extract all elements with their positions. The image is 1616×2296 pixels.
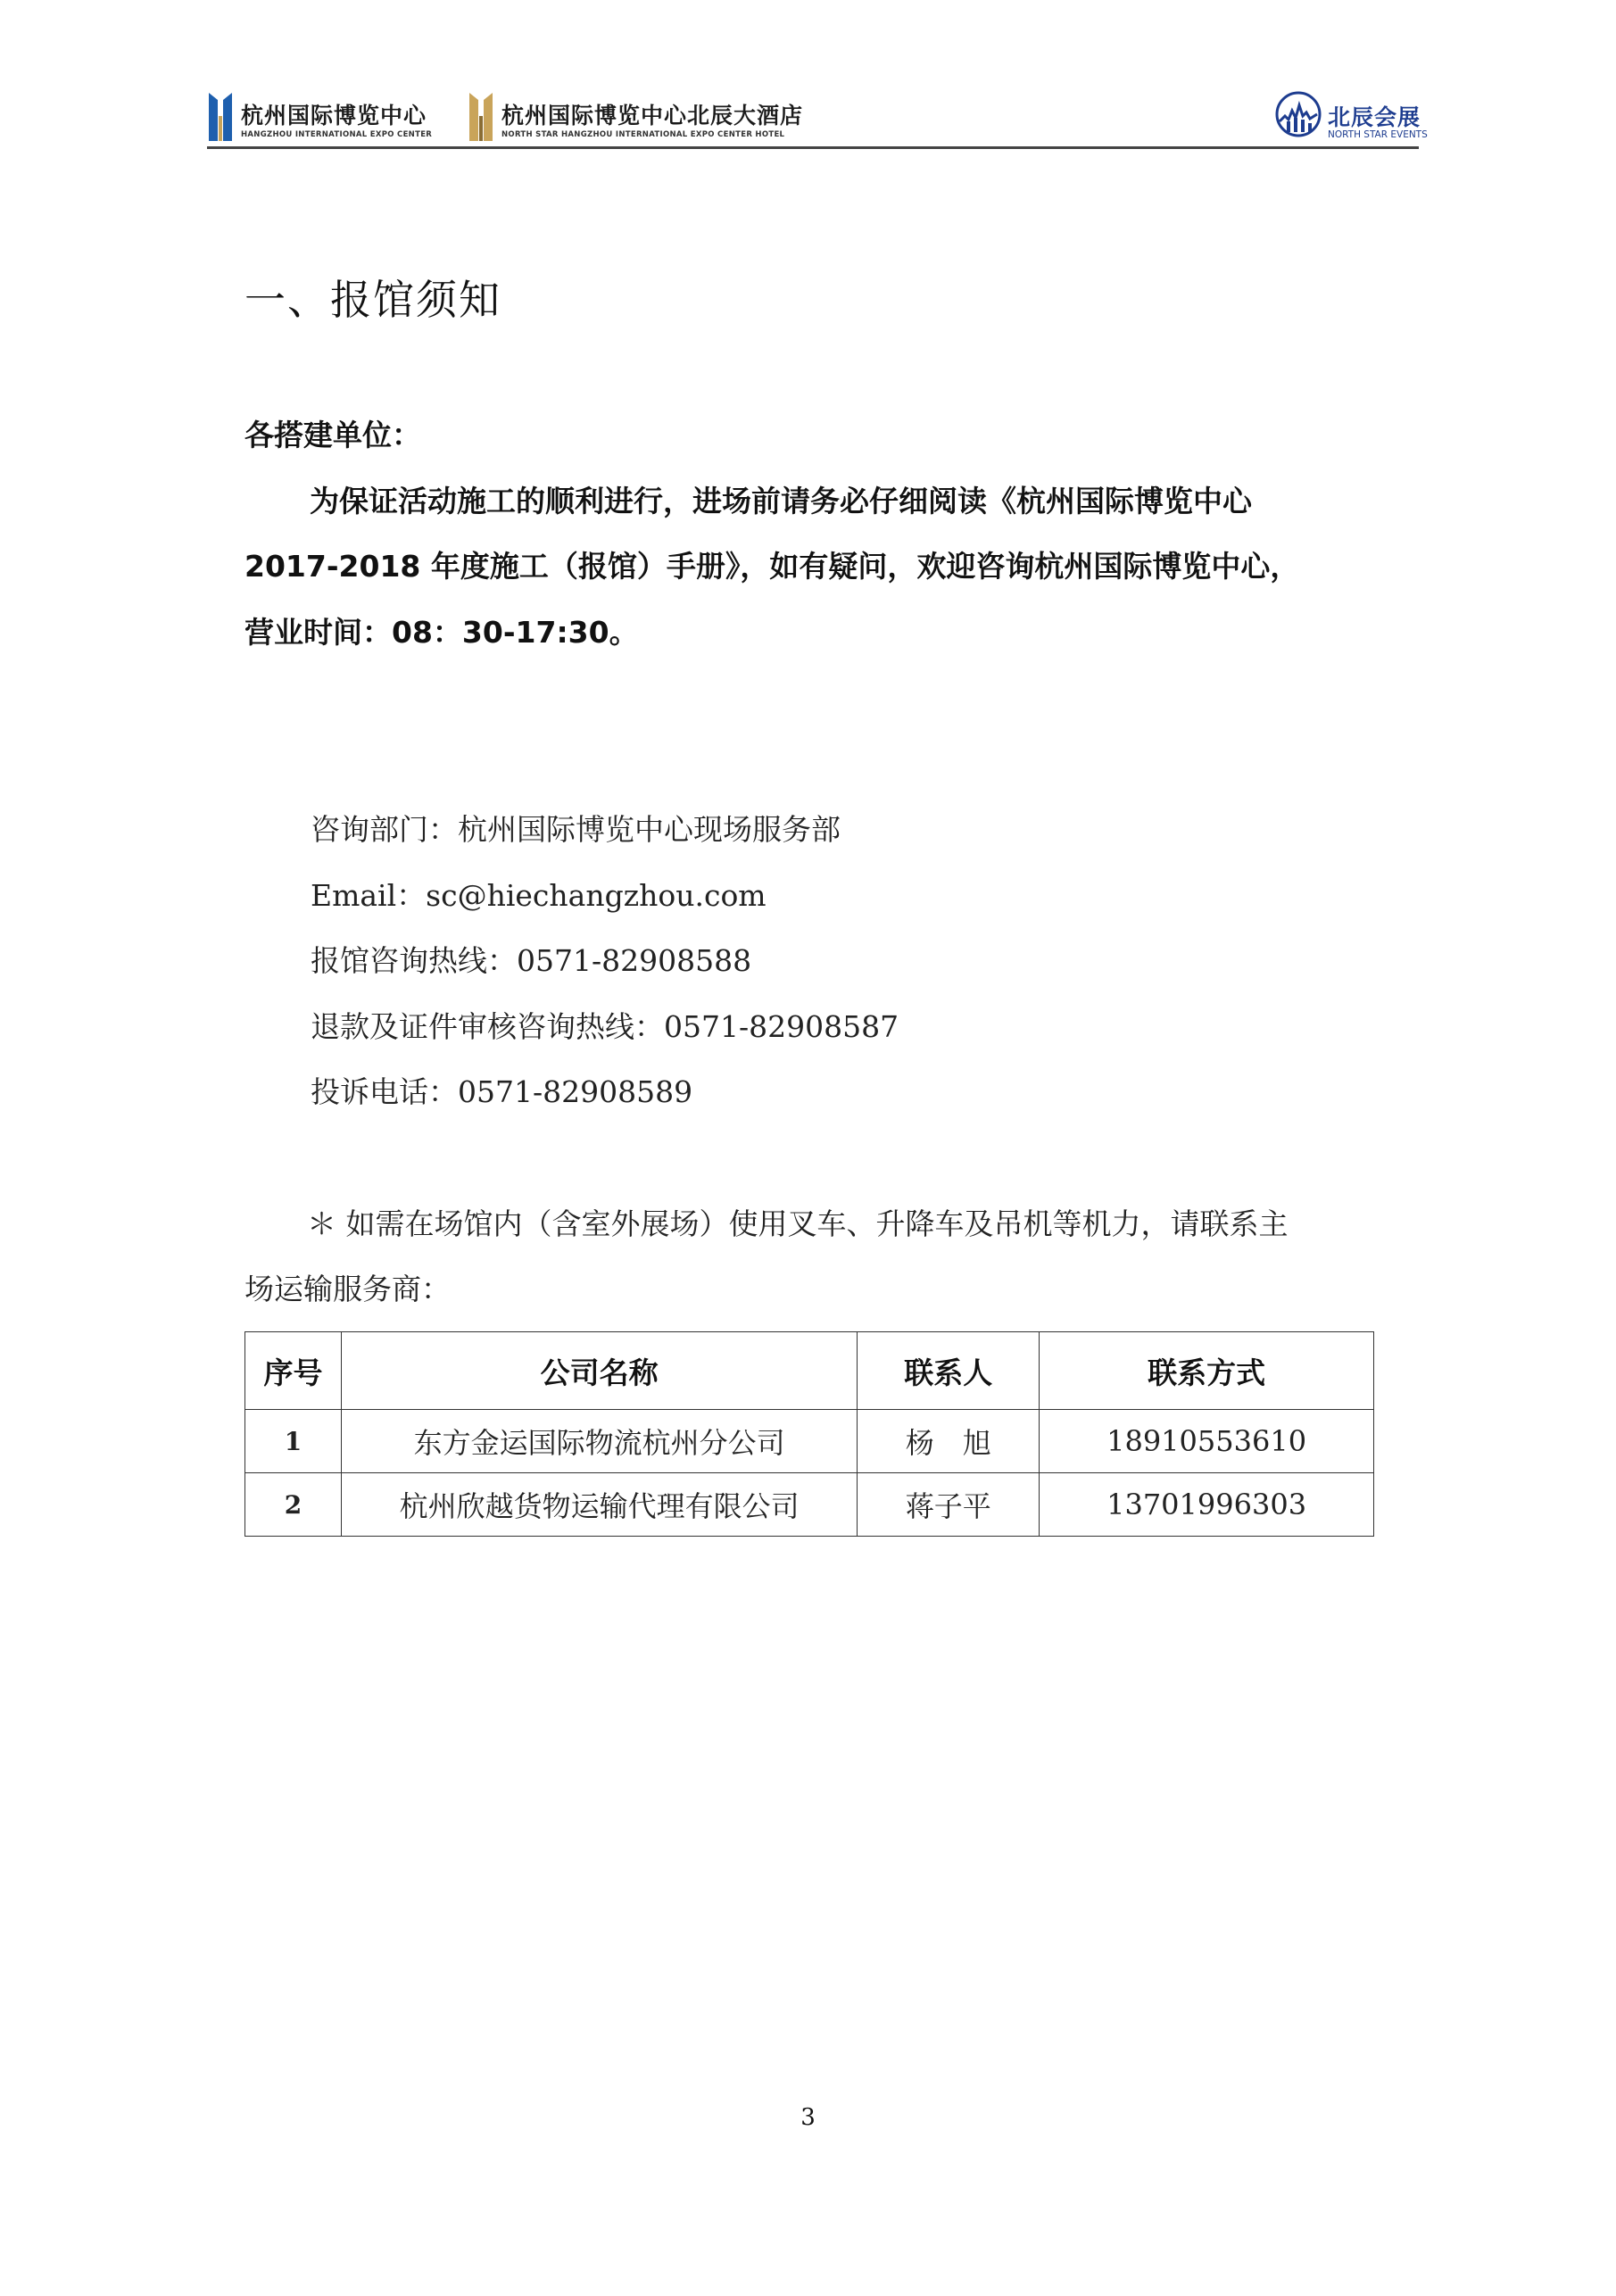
row-contact: 蒋子平	[858, 1473, 1040, 1537]
brand2-english: NORTH STAR HANGZHOU INTERNATIONAL EXPO CENTER HOTEL	[501, 130, 785, 139]
col-header-contact: 联系人	[858, 1332, 1040, 1410]
row-company: 东方金运国际物流杭州分公司	[341, 1410, 857, 1473]
contact-refund-hotline: 退款及证件审核咨询热线：0571-82908587	[311, 1009, 899, 1044]
note-line-2: 场运输服务商：	[244, 1272, 451, 1306]
contact-hotline: 报馆咨询热线：0571-82908588	[311, 943, 752, 978]
page-header	[207, 86, 1428, 148]
table-row	[245, 1473, 1374, 1537]
col-header-index: 序号	[245, 1332, 342, 1410]
row-index: 1	[245, 1410, 342, 1473]
table-row	[245, 1410, 1374, 1473]
globe-skyline-icon	[1274, 89, 1322, 139]
header-divider	[207, 146, 1419, 149]
row-phone: 18910553610	[1040, 1410, 1374, 1473]
table-header-row	[245, 1332, 1374, 1410]
intro-line-3: 营业时间：08：30-17:30。	[244, 615, 639, 650]
hotel-logo-icon	[468, 89, 494, 143]
brand3-name: 北辰会展	[1328, 104, 1421, 130]
section-heading: 一、报馆须知	[244, 276, 501, 324]
page-number: 3	[800, 2104, 816, 2131]
salutation: 各搭建单位：	[244, 418, 421, 452]
row-index: 2	[245, 1473, 342, 1537]
hangzhou-expo-logo	[207, 89, 457, 143]
contact-department: 咨询部门：杭州国际博览中心现场服务部	[311, 812, 841, 847]
north-star-events-logo	[1274, 89, 1428, 143]
contact-complaint: 投诉电话：0571-82908589	[311, 1074, 693, 1109]
row-company: 杭州欣越货物运输代理有限公司	[341, 1473, 857, 1537]
intro-line-2: 2017-2018 年度施工（报馆）手册》，如有疑问，欢迎咨询杭州国际博览中心，	[244, 549, 1300, 584]
col-header-company: 公司名称	[341, 1332, 857, 1410]
col-header-phone: 联系方式	[1040, 1332, 1374, 1410]
row-phone: 13701996303	[1040, 1473, 1374, 1537]
brand1-english: HANGZHOU INTERNATIONAL EXPO CENTER	[241, 130, 433, 139]
brand1-name: 杭州国际博览中心	[241, 103, 427, 128]
row-contact: 杨 旭	[858, 1410, 1040, 1473]
expo-center-logo-icon	[207, 89, 234, 143]
brand3-english: NORTH STAR EVENTS	[1328, 129, 1428, 140]
brand2-name: 杭州国际博览中心北辰大酒店	[501, 103, 804, 128]
transport-providers-table	[244, 1331, 1374, 1537]
intro-line-1: 为保证活动施工的顺利进行，进场前请务必仔细阅读《杭州国际博览中心	[310, 484, 1252, 518]
note-line-1: ＊ 如需在场馆内（含室外展场）使用叉车、升降车及吊机等机力，请联系主	[307, 1206, 1289, 1241]
contact-email: Email：sc@hiechangzhou.com	[311, 878, 767, 913]
hotel-logo	[468, 89, 842, 143]
